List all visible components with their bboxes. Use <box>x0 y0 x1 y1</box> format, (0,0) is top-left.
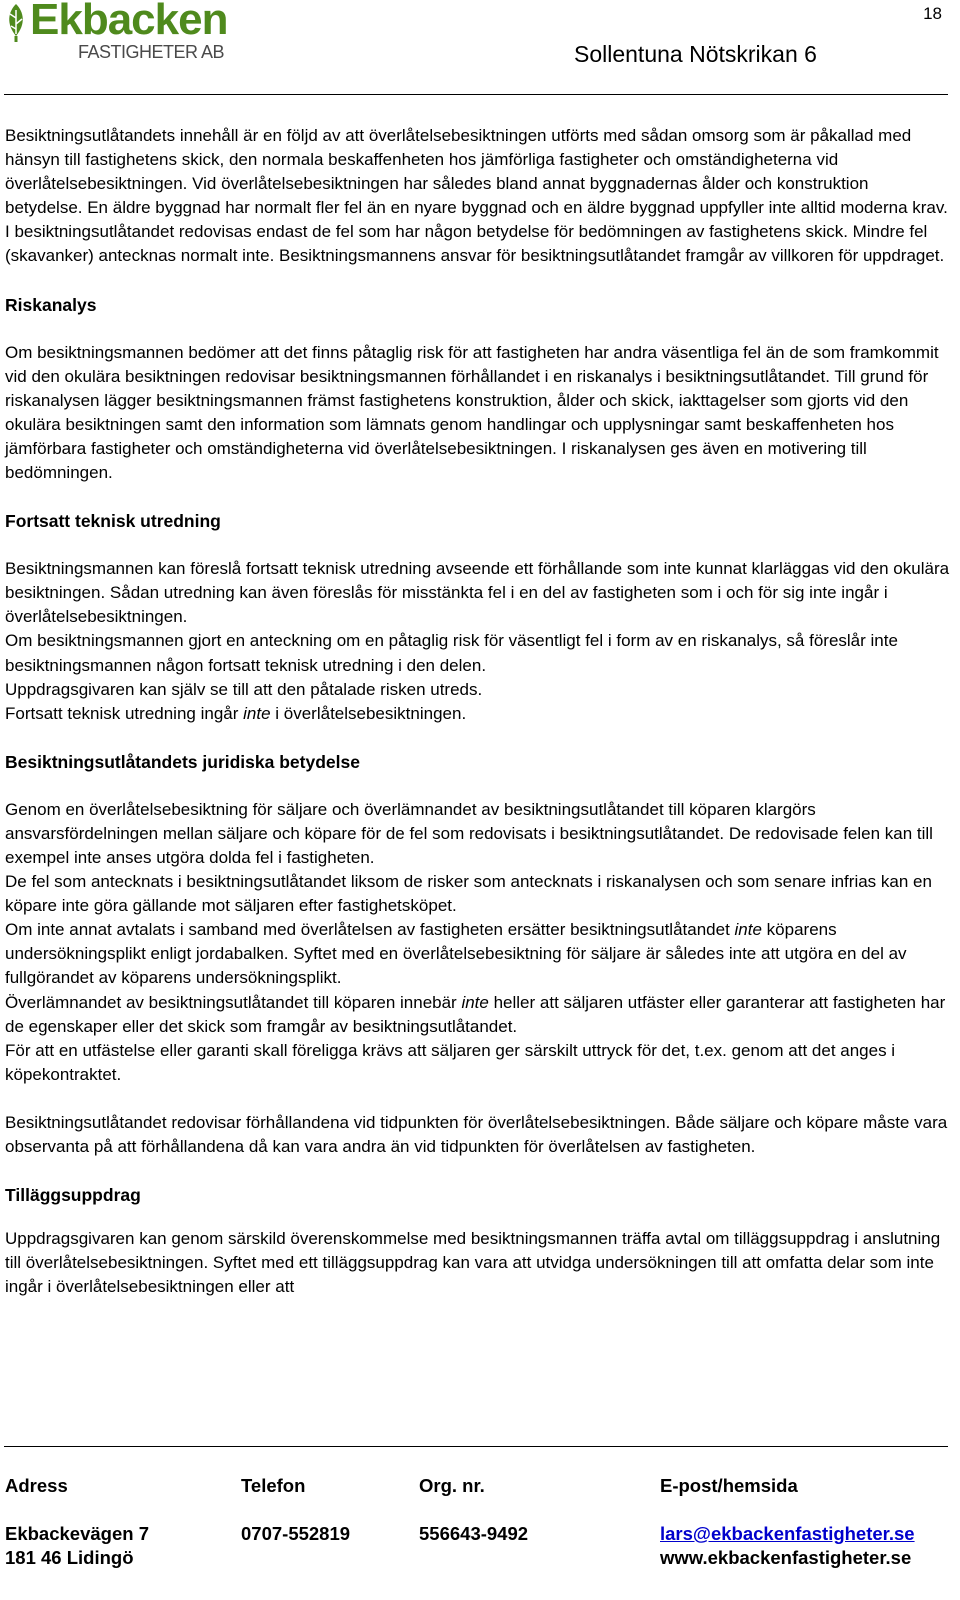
riskanalys-paragraph: Om besiktningsmannen bedömer att det finns påtaglig risk för att fastigheten har andra väsentliga fel än de som framkommit vid den okulära besiktningen redovisar besiktningsmannen förhållandet i en riskanalys i besiktningsutlåtandet. Till grund för riskanalysen lägger besiktningsmannen främst fastighetens konstruktion, ålder och skick, iakttagelser som gjorts vid den okulära besiktningen samt den information som lämnats genom handlingar och upplysningar samt beskaffenheten hos jämförbara fastigheter och omständigheterna vid överlåtelsebesiktningen. I riskanalysen ges även en motivering till bedömningen. <box>5 342 939 483</box>
page-number: 18 <box>923 4 942 23</box>
footer-phone <box>241 1474 350 1546</box>
footer-address-label: Adress <box>5 1475 68 1496</box>
leaf-icon <box>2 2 30 42</box>
juridisk-paragraph-6: Besiktningsutlåtandet redovisar förhållandena vid tidpunkten för överlåtelsebesiktningen. Både säljare och köpare måste vara observanta på att förhållandena då kan vara andra än vid tidpunkten för överlåtelsen av fastigheten. <box>5 1112 948 1156</box>
header-divider <box>4 94 948 95</box>
juridisk-paragraph-1: Genom en överlåtelsebesiktning för säljare och överlämnandet av besiktningsutlåtandet till köparen klargörs ansvarsfördelningen mellan säljare och köpare för de fel som redovisats i besiktningsutlåtandet. De redovisade felen kan till exempel inte anses utgöra dolda fel i fastigheten. <box>5 799 933 867</box>
section-heading-juridisk: Besiktningsutlåtandets juridiska betydelse <box>5 751 360 772</box>
footer-org-number: 556643-9492 <box>419 1523 529 1544</box>
footer-address-city: 181 46 Lidingö <box>5 1547 134 1568</box>
intro-paragraph: Besiktningsutlåtandets innehåll är en följd av att överlåtelsebesiktningen utförts med sådan omsorg som är påkallad med hänsyn till fastighetens skick, den normala beskaffenheten hos jämförliga fastigheter och omständigheterna vid överlåtelsebesiktningen. Vid överlåtelsebesiktningen har således bland annat byggnadernas ålder och konstruktion betydelse. En äldre byggnad har normalt fler fel än en nyare byggnad och en äldre byggnad uppfyller inte alltid moderna krav. I besiktningsutlåtandet redovisas endast de fel som har någon betydelse för bedömningen av fastighetens skick. Mindre fel (skavanker) antecknas normalt inte. Besiktningsmannens ansvar för besiktningsutlåtandet framgår av villkoren för uppdraget. <box>5 126 948 266</box>
document-body <box>5 124 950 1299</box>
logo-wordmark: Ekbacken <box>30 0 228 44</box>
page-title: Sollentuna Nötskrikan 6 <box>574 41 817 67</box>
fortsatt-paragraph-4: Fortsatt teknisk utredning ingår inte i överlåtelsebesiktningen. <box>5 703 467 723</box>
footer-org-label: Org. nr. <box>419 1475 485 1496</box>
section-heading-tillagg: Tilläggsuppdrag <box>5 1185 141 1206</box>
juridisk-paragraph-5: För att en utfästelse eller garanti skall föreligga krävs att säljaren ger särskilt uttryck för det, t.ex. genom att det anges i köpekontraktet. <box>5 1040 896 1084</box>
section-heading-riskanalys: Riskanalys <box>5 294 97 315</box>
fortsatt-paragraph-2: Om besiktningsmannen gjort en anteckning om en påtaglig risk för väsentligt fel i form av en riskanalys, så föreslår inte besiktningsmannen någon fortsatt teknisk utredning i den delen. <box>5 631 898 675</box>
footer-contact <box>660 1474 915 1570</box>
footer-phone-number: 0707-552819 <box>241 1523 351 1544</box>
footer-org <box>419 1474 528 1546</box>
juridisk-paragraph-4: Överlämnandet av besiktningsutlåtandet till köparen innebär inte heller att säljaren utfäster eller garanterar att fastigheten har de egenskaper eller det skick som framgår av besiktningsutlåtandet. <box>5 992 946 1036</box>
footer-email-link[interactable]: lars@ekbackenfastigheter.se <box>660 1523 915 1544</box>
footer-phone-label: Telefon <box>241 1475 306 1496</box>
footer-address-street: Ekbackevägen 7 <box>5 1523 149 1544</box>
fortsatt-paragraph-3: Uppdragsgivaren kan själv se till att den påtalade risken utreds. <box>5 679 483 699</box>
footer-address <box>5 1474 149 1570</box>
company-logo <box>4 0 334 68</box>
fortsatt-paragraph-1: Besiktningsmannen kan föreslå fortsatt teknisk utredning avseende ett förhållande som inte kunnat klarläggas vid den okulära besiktningen. Sådan utredning kan även föreslås för misstänkta fel i en del av fastigheten som i och för sig inte ingår i överlåtelsebesiktningen. <box>5 559 950 627</box>
juridisk-paragraph-2: De fel som antecknats i besiktningsutlåtandet liksom de risker som antecknats i riskanalysen och som senare infrias kan en köpare inte göra gällande mot säljaren efter fastighetsköpet. <box>5 872 932 916</box>
footer-email-label: E-post/hemsida <box>660 1475 798 1496</box>
juridisk-paragraph-3: Om inte annat avtalats i samband med överlåtelsen av fastigheten ersätter besiktningsutlåtandet inte köparens undersökningsplikt enligt jordabalken. Syftet med en överlåtelsebesiktning för säljare är således inte att utgöra en del av fullgörandet av köparens undersökningsplikt. <box>5 920 907 988</box>
footer-website[interactable]: www.ekbackenfastigheter.se <box>660 1547 912 1568</box>
logo-subtitle: FASTIGHETER AB <box>78 42 225 62</box>
section-heading-fortsatt: Fortsatt teknisk utredning <box>5 511 221 532</box>
footer-divider <box>4 1446 948 1447</box>
tillagg-paragraph: Uppdragsgivaren kan genom särskild överenskommelse med besiktningsmannen träffa avtal om tilläggsuppdrag i anslutning till överlåtelsebesiktningen. Syftet med ett tilläggsuppdrag kan vara att utvidga undersökningen till att omfatta delar som inte ingår i överlåtelsebesiktningen eller att <box>5 1229 941 1297</box>
